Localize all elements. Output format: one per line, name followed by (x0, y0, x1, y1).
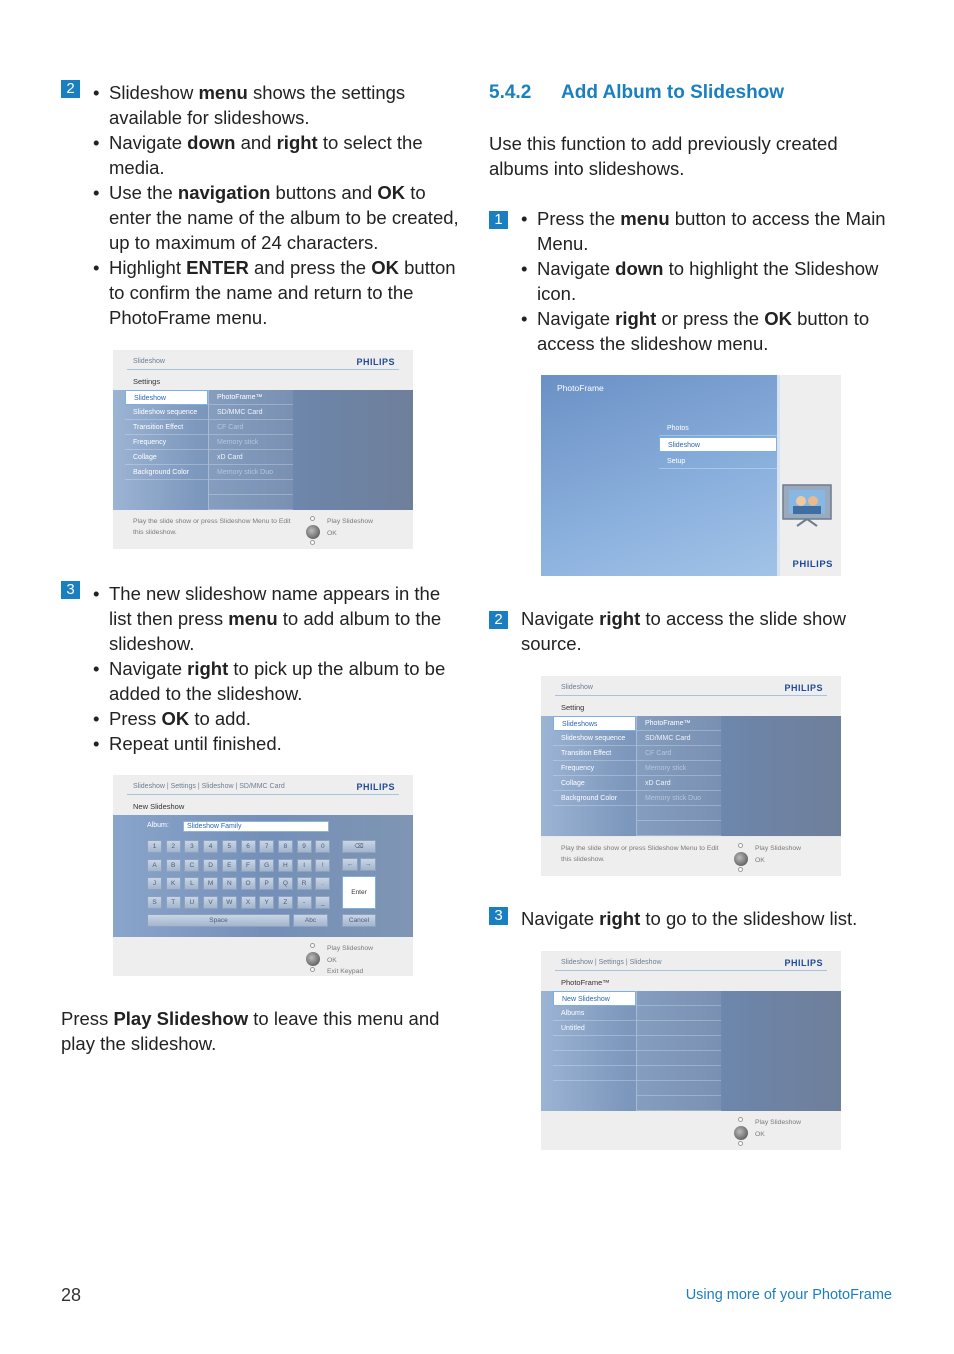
philips-logo: PHILIPS (784, 683, 823, 693)
album-label: Album: (147, 822, 169, 829)
breadcrumb: Slideshow (561, 684, 593, 691)
enter-key[interactable]: Enter (342, 876, 376, 909)
list-item: • Navigate right to pick up the album to be added to the slideshow. (93, 656, 465, 706)
keyboard-key[interactable]: 6 (241, 840, 256, 853)
keyboard-key[interactable]: F (241, 859, 256, 872)
screen-subtitle: Setting (561, 703, 585, 712)
backspace-key[interactable]: ⌫ (342, 840, 376, 853)
menu-item[interactable]: Frequency (553, 761, 636, 776)
screen-subtitle: New Slideshow (133, 802, 185, 811)
philips-logo: PHILIPS (792, 559, 833, 570)
new-slideshow-keyboard-screen (113, 775, 413, 976)
menu-item[interactable]: CF Card (637, 746, 721, 761)
keyboard-key[interactable]: C (184, 859, 199, 872)
keyboard-key[interactable]: J (147, 877, 162, 890)
closing-paragraph: Press Play Slideshow to leave this menu and play the slideshow. (61, 1008, 440, 1054)
breadcrumb: Slideshow | Settings | Slideshow (561, 959, 662, 966)
keyboard-key[interactable]: . (315, 877, 330, 890)
menu-item[interactable]: Photos (659, 421, 777, 436)
menu-item[interactable]: PhotoFrame™ (209, 390, 293, 405)
menu-item[interactable]: Collage (125, 450, 208, 465)
page-number: 28 (61, 1285, 82, 1305)
menu-item[interactable]: Collage (553, 776, 636, 791)
philips-logo: PHILIPS (356, 782, 395, 792)
step-2-instruction: Navigate right to access the slide show source. (521, 608, 846, 654)
remote-labels: Play Slideshow OK (327, 518, 374, 537)
keyboard-key[interactable]: 5 (222, 840, 237, 853)
menu-item[interactable]: Albums (553, 1006, 636, 1021)
keyboard-key[interactable]: S (147, 896, 162, 909)
keyboard-key[interactable]: Z (278, 896, 293, 909)
keyboard-key[interactable]: B (166, 859, 181, 872)
step-3-instructions (93, 581, 465, 756)
keyboard-key[interactable]: 8 (278, 840, 293, 853)
photoframe-main-menu-screen (541, 375, 841, 576)
keyboard-key[interactable]: I (297, 859, 312, 872)
menu-item[interactable]: SD/MMC Card (209, 405, 293, 420)
menu-item[interactable]: Memory stick (209, 435, 293, 450)
step-1-instructions (521, 206, 896, 356)
source-list (636, 991, 721, 1111)
remote-control-icon (305, 943, 321, 971)
list-item: • Slideshow menu shows the settings available for slideshows. (93, 80, 465, 130)
menu-item[interactable]: SD/MMC Card (637, 731, 721, 746)
keyboard-key[interactable]: O (241, 877, 256, 890)
menu-item[interactable]: New Slideshow (553, 991, 636, 1006)
menu-item[interactable]: Slideshow sequence (125, 405, 208, 420)
list-item: • The new slideshow name appears in the list then press menu to add album to the slideshow. (93, 581, 465, 656)
keyboard-key[interactable]: 9 (297, 840, 312, 853)
step-badge-3: 3 (61, 581, 80, 599)
keyboard-key[interactable]: R (297, 877, 312, 890)
philips-logo: PHILIPS (784, 958, 823, 968)
keyboard-key[interactable]: 2 (166, 840, 181, 853)
remote-labels: Play Slideshow OK Exit Keypad (327, 945, 374, 975)
menu-item[interactable]: Background Color (553, 791, 636, 806)
menu-item[interactable]: Untitled (553, 1021, 636, 1036)
slideshow-source-screen (541, 676, 841, 876)
menu-item[interactable]: xD Card (209, 450, 293, 465)
keyboard-key[interactable]: E (222, 859, 237, 872)
keyboard-key[interactable]: K (166, 877, 181, 890)
remote-labels: Play Slideshow OK (755, 1119, 802, 1138)
keyboard-key[interactable]: ! (315, 859, 330, 872)
list-item: • Use the navigation buttons and OK to enter the name of the album to be created, up to maximum of 24 characters. (93, 180, 465, 255)
remote-control-icon (733, 843, 749, 871)
menu-item[interactable]: Memory stick Duo (209, 465, 293, 480)
menu-item[interactable]: Transition Effect (125, 420, 208, 435)
philips-logo: PHILIPS (356, 357, 395, 367)
keyboard-key[interactable]: 3 (184, 840, 199, 853)
keyboard-key[interactable]: W (222, 896, 237, 909)
menu-item[interactable]: Background Color (125, 465, 208, 480)
screen-subtitle: Settings (133, 377, 161, 386)
keyboard-key[interactable]: V (203, 896, 218, 909)
keyboard-key[interactable]: Y (259, 896, 274, 909)
menu-item[interactable]: PhotoFrame™ (637, 716, 721, 731)
menu-item[interactable]: Memory stick (637, 761, 721, 776)
keyboard-key[interactable]: 4 (203, 840, 218, 853)
keyboard-key[interactable]: 7 (259, 840, 274, 853)
menu-item[interactable]: Setup (659, 454, 777, 469)
step-badge-3: 3 (489, 907, 508, 925)
list-item: • Navigate down to highlight the Slideshow icon. (521, 256, 896, 306)
settings-list (125, 390, 208, 480)
list-item: • Press OK to add. (93, 706, 465, 731)
list-item: • Navigate down and right to select the media. (93, 130, 465, 180)
keyboard-key[interactable]: P (259, 877, 274, 890)
on-screen-keyboard (113, 815, 413, 937)
source-list (636, 716, 721, 836)
menu-item[interactable]: Transition Effect (553, 746, 636, 761)
list-item: • Highlight ENTER and press the OK button to confirm the name and return to the PhotoFrame menu. (93, 255, 465, 330)
step-2-instructions (93, 80, 465, 330)
slideshow-icon (781, 483, 833, 527)
slideshow-list-screen (541, 951, 841, 1150)
keyboard-key[interactable]: T (166, 896, 181, 909)
keyboard-key[interactable]: U (184, 896, 199, 909)
keyboard-key[interactable]: _ (315, 896, 330, 909)
menu-item[interactable]: Frequency (125, 435, 208, 450)
list-item: • Navigate right or press the OK button to access the slideshow menu. (521, 306, 896, 356)
arrow-right-key[interactable]: → (360, 858, 376, 871)
screen-title: PhotoFrame (557, 383, 604, 393)
album-name-input[interactable]: Slideshow Family (183, 821, 329, 832)
remote-control-icon (733, 1117, 749, 1145)
breadcrumb: Slideshow | Settings | Slideshow | SD/MMC Card (133, 783, 285, 790)
step-badge-1: 1 (489, 211, 508, 229)
section-heading: 5.4.2 Add Album to Slideshow (489, 82, 785, 103)
cancel-key[interactable]: Cancel (342, 914, 376, 927)
abc-key[interactable]: Abc (293, 914, 328, 927)
slideshow-list (553, 991, 636, 1081)
keyboard-key[interactable]: X (241, 896, 256, 909)
keyboard-key[interactable]: H (278, 859, 293, 872)
keyboard-key[interactable]: 0 (315, 840, 330, 853)
menu-item[interactable]: Slideshow (659, 437, 777, 452)
keyboard-key[interactable]: G (259, 859, 274, 872)
keyboard-key[interactable]: D (203, 859, 218, 872)
settings-list (553, 716, 636, 806)
list-item: • Repeat until finished. (93, 731, 465, 756)
step-3-instruction: Navigate right to go to the slideshow list. (521, 908, 858, 929)
menu-item[interactable]: Slideshow (125, 390, 208, 405)
intro-paragraph: Use this function to add previously created albums into slideshows. (489, 133, 838, 179)
breadcrumb: Slideshow (133, 358, 165, 365)
help-text: Play the slide show or press Slideshow Menu to Edit this slideshow. (133, 518, 291, 536)
keyboard-key[interactable]: A (147, 859, 162, 872)
step-badge-2: 2 (61, 80, 80, 98)
remote-labels: Play Slideshow OK (755, 845, 802, 864)
screen-subtitle: PhotoFrame™ (561, 978, 610, 987)
keyboard-key[interactable]: N (222, 877, 237, 890)
menu-item[interactable]: Slideshow sequence (553, 731, 636, 746)
keyboard-key[interactable]: L (184, 877, 199, 890)
help-text: Play the slide show or press Slideshow Menu to Edit this slideshow. (561, 845, 719, 863)
menu-item[interactable]: xD Card (637, 776, 721, 791)
step-badge-2: 2 (489, 611, 508, 629)
source-list (208, 390, 293, 510)
space-key[interactable]: Space (147, 914, 290, 927)
menu-item[interactable]: Memory stick Duo (637, 791, 721, 806)
keyboard-key[interactable]: 1 (147, 840, 162, 853)
slideshow-settings-screen (113, 350, 413, 549)
keyboard-key[interactable]: M (203, 877, 218, 890)
menu-item[interactable]: CF Card (209, 420, 293, 435)
keyboard-key[interactable]: Q (278, 877, 293, 890)
keyboard-key[interactable]: - (297, 896, 312, 909)
arrow-left-key[interactable]: ← (342, 858, 358, 871)
footer-section-title: Using more of your PhotoFrame (685, 1287, 892, 1303)
menu-item[interactable]: Slideshows (553, 716, 636, 731)
remote-control-icon (305, 516, 321, 544)
list-item: • Press the menu button to access the Main Menu. (521, 206, 896, 256)
